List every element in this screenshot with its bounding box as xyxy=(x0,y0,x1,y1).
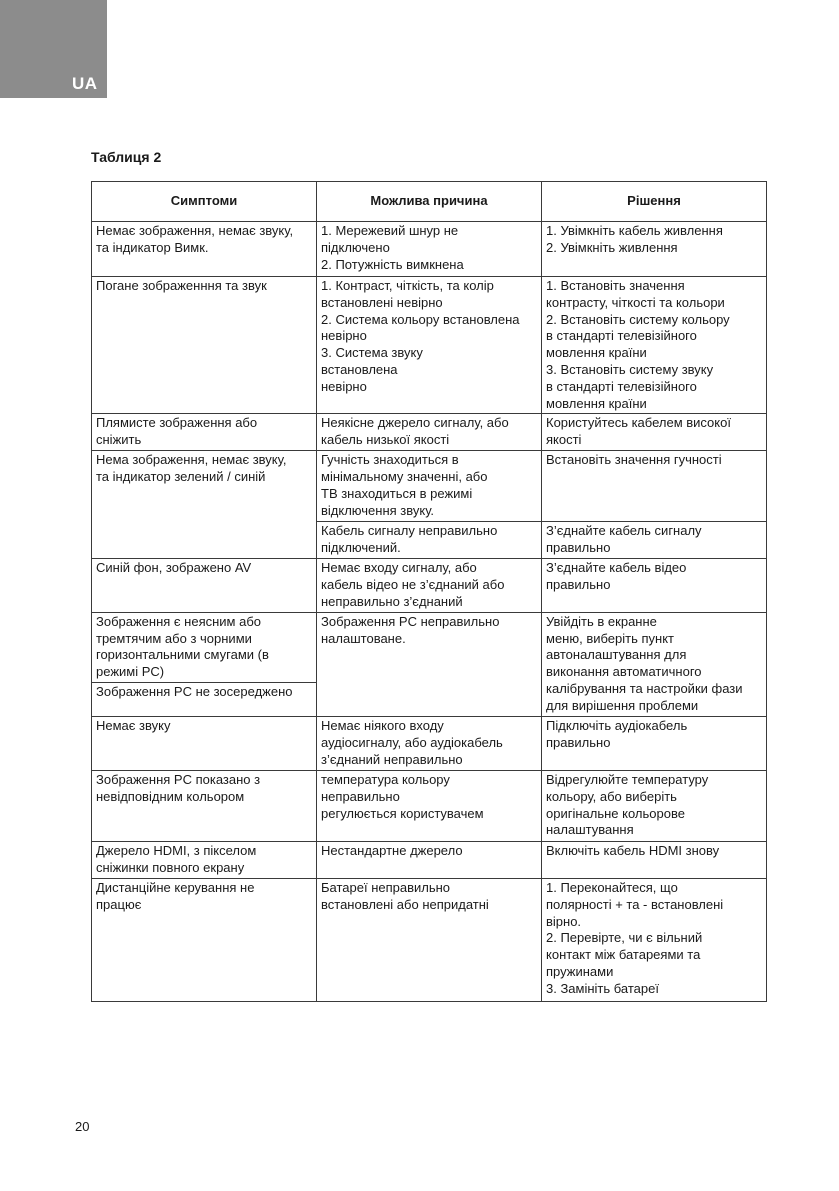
symptom-cell: Немає зображення, немає звуку, та індикатор Вимк. xyxy=(92,222,317,277)
solution-cell: З’єднайте кабель відео правильно xyxy=(542,559,767,612)
table-row xyxy=(92,222,767,277)
solution-cell: Підключіть аудіокабель правильно xyxy=(542,716,767,770)
table-title: Таблиця 2 xyxy=(91,149,162,165)
symptom-cell: Плямисте зображення або сніжить xyxy=(92,414,317,451)
symptom-cell: Зображення є неясним або тремтячим або з чорними горизонтальними смугами (в режимі PC) xyxy=(92,612,317,682)
solution-cell: 1. Увімкніть кабель живлення 2. Увімкніть живлення xyxy=(542,222,767,277)
page-number: 20 xyxy=(75,1119,90,1134)
symptom-cell: Погане зображенння та звук xyxy=(92,277,317,414)
solution-cell: Увійдіть в екранне меню, виберіть пункт автоналаштування для виконання автоматичного калібрування та настройки фази для вирішення проблеми xyxy=(542,612,767,716)
table-row xyxy=(92,277,767,414)
solution-cell: Користуйтесь кабелем високої якості xyxy=(542,414,767,451)
symptom-cell: Дистанційне керування не працює xyxy=(92,878,317,1001)
cause-cell: Гучність знаходиться в мінімальному значенні, або ТВ знаходиться в режимі відключення звуку. xyxy=(317,451,542,522)
table-row xyxy=(92,770,767,841)
cause-cell: 1. Мережевий шнур не підключено 2. Потужність вимкнена xyxy=(317,222,542,277)
cause-cell: 1. Контраст, чіткість, та колір встановлені невірно 2. Система кольору встановлена невірно 3. Система звуку встановлена невірно xyxy=(317,277,542,414)
troubleshooting-table xyxy=(91,181,767,1002)
cause-cell: температура кольору неправильно регулюється користувачем xyxy=(317,770,542,841)
symptom-cell: Немає звуку xyxy=(92,716,317,770)
table-row xyxy=(92,612,767,682)
language-tab xyxy=(0,0,107,98)
solution-cell: Встановіть значення гучності xyxy=(542,451,767,522)
symptom-cell: Нема зображення, немає звуку, та індикатор зелений / синій xyxy=(92,451,317,559)
cause-cell: Неякісне джерело сигналу, або кабель низької якості xyxy=(317,414,542,451)
solution-cell: Відрегулюйте температуру кольору, або виберіть оригінальне кольорове налаштування xyxy=(542,770,767,841)
symptom-cell: Зображення PC показано з невідповідним кольором xyxy=(92,770,317,841)
header-solution: Рішення xyxy=(542,182,767,222)
cause-cell: Немає ніякого входу аудіосигналу, або аудіокабель з’єднаний неправильно xyxy=(317,716,542,770)
table-row xyxy=(92,878,767,1001)
solution-cell: 1. Встановіть значення контрасту, чіткості та кольори 2. Встановіть систему кольору в стандарті телевізійного мовлення країни 3. Встановіть систему звуку в стандарті телевізійного мовлення країни xyxy=(542,277,767,414)
cause-cell: Зображення PC неправильно налаштоване. xyxy=(317,612,542,716)
cause-cell: Немає входу сигналу, або кабель відео не з’єднаний або неправильно з’єднаний xyxy=(317,559,542,612)
cause-cell: Нестандартне джерело xyxy=(317,841,542,878)
table-row xyxy=(92,414,767,451)
header-symptoms: Симптоми xyxy=(92,182,317,222)
symptom-cell: Джерело HDMI, з пікселом сніжинки повного екрану xyxy=(92,841,317,878)
solution-cell: З’єднайте кабель сигналу правильно xyxy=(542,522,767,559)
solution-cell: Включіть кабель HDMI знову xyxy=(542,841,767,878)
table-row xyxy=(92,451,767,522)
table-header-row xyxy=(92,182,767,222)
cause-cell: Батареї неправильно встановлені або непридатні xyxy=(317,878,542,1001)
header-cause: Можлива причина xyxy=(317,182,542,222)
language-label: UA xyxy=(72,74,98,93)
symptom-cell: Синій фон, зображено AV xyxy=(92,559,317,612)
table-row xyxy=(92,716,767,770)
symptom-cell: Зображення PC не зосереджено xyxy=(92,682,317,716)
solution-cell: 1. Переконайтеся, що полярності + та - встановлені вірно. 2. Перевірте, чи є вільний контакт між батареями та пружинами 3. Замініть батареї xyxy=(542,878,767,1001)
table-row xyxy=(92,841,767,878)
table-row xyxy=(92,559,767,612)
cause-cell: Кабель сигналу неправильно підключений. xyxy=(317,522,542,559)
